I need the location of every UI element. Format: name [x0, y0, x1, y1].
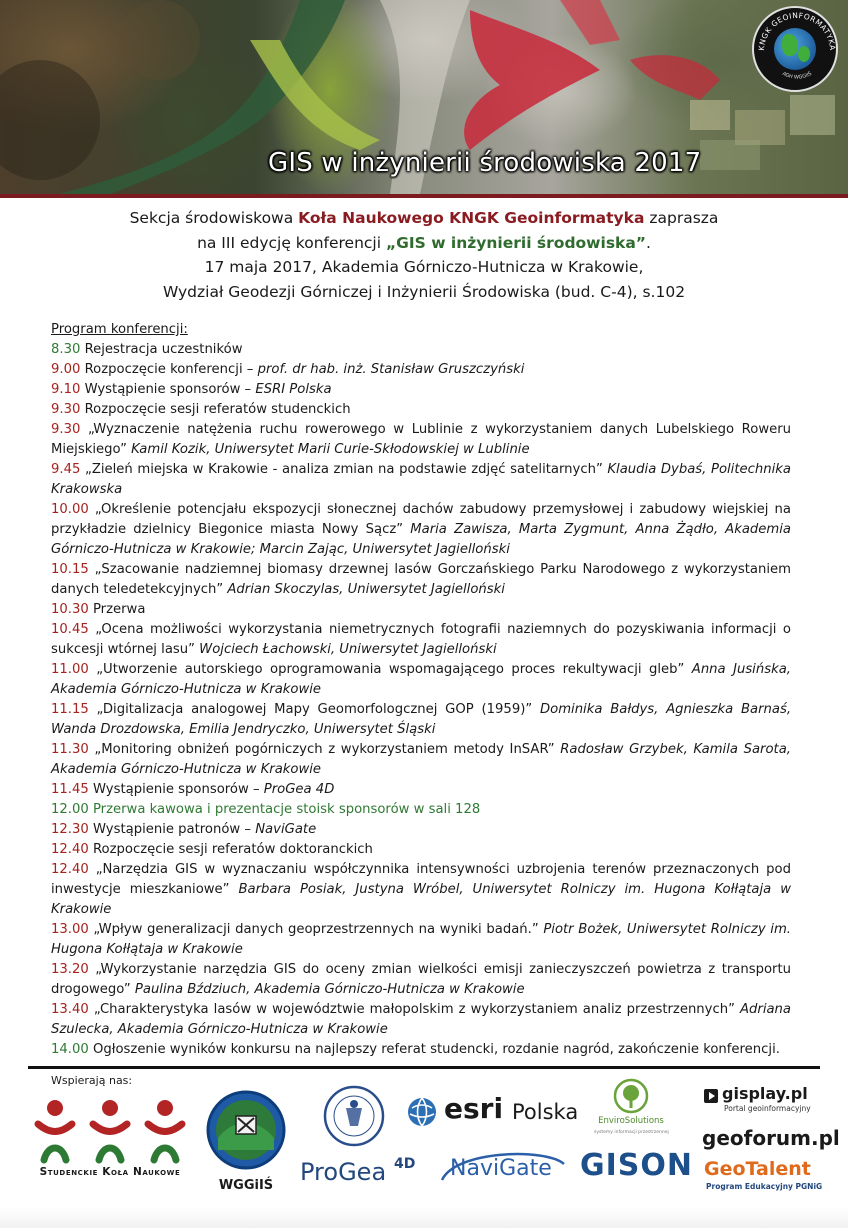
intro-line-2: na III edycję konferencji „GIS w inżynierii środowiska”.	[197, 233, 651, 252]
program-item-title: „Utworzenie autorskiego oprogramowania wspomagającego proces rekultywacji gleb”	[88, 662, 692, 677]
geotalent-text: GeoTalent	[704, 1158, 811, 1180]
svg-text:KNGK GEOINFORMATYKA	[757, 11, 837, 51]
envirosolutions-tagline: systemy informacji przestrzennej	[594, 1130, 669, 1135]
program-item	[51, 360, 791, 380]
banner-title: GIS w inżynierii środowiska 2017	[268, 148, 702, 178]
program-item-time: 14.00	[51, 1042, 89, 1057]
esri-globe-icon	[406, 1096, 438, 1128]
intro-venue: Wydział Geodezji Górniczej i Inżynierii Środowiska (bud. C-4), s.102	[162, 282, 686, 301]
club-name: Koła Naukowego KNGK Geoinformatyka	[298, 209, 645, 227]
program-item-time: 11.15	[51, 702, 89, 717]
program-item-title: Rozpoczęcie konferencji –	[80, 362, 258, 377]
program-item-authors: Anna Jusińska, Akademia Górniczo-Hutnicza w Krakowie	[51, 662, 791, 697]
program-item-time: 9.10	[51, 382, 81, 397]
navigate-text: NaviGate	[450, 1156, 552, 1181]
envirosolutions-text: EnviroSolutions	[598, 1116, 664, 1126]
program-item-title: „Monitoring obniżeń pogórniczych z wykorzystaniem metody InSAR”	[88, 742, 561, 757]
program-item-title: „Narzędzia GIS w wyznaczaniu współczynnika intensywności uzbrojenia terenów przeznaczonych pod inwestycje mieszkaniowe”	[51, 862, 791, 897]
invitation-text	[0, 206, 848, 304]
program-item	[51, 800, 791, 820]
program-item	[51, 560, 791, 600]
stowarzyszenie-logo	[322, 1078, 386, 1158]
progea-logo	[300, 1158, 420, 1198]
program-item-title: „Ocena możliwości wykorzystania niemetrycznych fotografii naziemnych do pozyskiwania informacji o sukcesji wtórnej lasu”	[51, 622, 791, 657]
kngk-geoinformatyka-logo	[752, 6, 838, 92]
program-item-title: Rozpoczęcie sesji referatów studenckich	[80, 402, 351, 417]
program-item-time: 12.40	[51, 842, 89, 857]
bottom-band	[0, 1208, 848, 1228]
program-item-title: „Charakterystyka lasów w województwie małopolskim z wykorzystaniem analiz przestrzennych”	[88, 1002, 740, 1017]
envirosolutions-tree-icon	[611, 1078, 651, 1114]
play-icon	[704, 1089, 718, 1103]
program-item-authors: prof. dr hab. inż. Stanisław Gruszczyński	[257, 362, 525, 377]
program-item-title: „Zieleń miejska w Krakowie - analiza zmian na podstawie zdjęć satelitarnych”	[80, 462, 608, 477]
program-item-title: „Szacowanie nadziemnej biomasy drzewnej lasów Gorczańskiego Parku Narodowego z wykorzystaniem danych teledetekcyjnych”	[51, 562, 791, 597]
program-item-time: 11.30	[51, 742, 89, 757]
banner-divider	[0, 194, 848, 198]
supporters-label: Wspierają nas:	[51, 1074, 133, 1087]
program-item-time: 13.40	[51, 1002, 89, 1017]
program-item-time: 10.00	[51, 502, 89, 517]
wggiis-emblem-icon	[198, 1088, 294, 1174]
program-item-authors: ESRI Polska	[255, 382, 332, 397]
program-item-time: 12.40	[51, 862, 89, 877]
geotalent-logo	[704, 1160, 828, 1196]
program-item	[51, 820, 791, 840]
intro-date-location: 17 maja 2017, Akademia Górniczo-Hutnicza w Krakowie,	[204, 258, 644, 276]
program-item-authors: Kamil Kozik, Uniwersytet Marii Curie-Skłodowskiej w Lublinie	[131, 442, 530, 457]
program-item	[51, 460, 791, 500]
program-item	[51, 1000, 791, 1040]
program-item	[51, 780, 791, 800]
program-item	[51, 860, 791, 920]
program-item-title: Rejestracja uczestników	[80, 342, 243, 357]
logo-ring-text-bottom: AGH WGGiIŚ	[781, 70, 813, 81]
program-item	[51, 420, 791, 460]
skn-logo	[30, 1094, 190, 1190]
program-item	[51, 840, 791, 860]
gisplay-tagline: Portal geoinformacyjny	[724, 1104, 811, 1113]
program-item-title: „Wykorzystanie narzędzia GIS do oceny zmian wielkości emisji zanieczyszczeń powietrza z transportu drogowego”	[51, 962, 791, 997]
program-item-title: „Określenie potencjału ekspozycji słonecznej dachów zabudowy przemysłowej i zabudowy wiejskiej na przykładzie dzielnicy Biegonice miasta Nowy Sącz”	[51, 502, 791, 537]
skn-logo-text: Studenckie Koła Naukowe	[39, 1166, 181, 1178]
program-item	[51, 660, 791, 700]
skn-figures-icon	[30, 1094, 190, 1164]
program-item-authors: Maria Zawisza, Marta Zygmunt, Anna Żądło, Akademia Górniczo-Hutnicza w Krakowie; Marcin Zając, Uniwersytet Jagielloński	[51, 522, 791, 557]
program-item-title: Przerwa kawowa i prezentacje stoisk sponsorów w sali 128	[88, 802, 481, 817]
program-item	[51, 620, 791, 660]
envirosolutions-logo	[594, 1078, 668, 1144]
program-item	[51, 700, 791, 740]
progea-4d-text: 4D	[394, 1156, 416, 1172]
program-item-title: Wystąpienie sponsorów –	[80, 382, 256, 397]
geoforum-logo	[702, 1126, 840, 1156]
program-item-title: „Wpływ generalizacji danych geoprzestrzennych na wyniki badań.”	[88, 922, 544, 937]
program-item-authors: Klaudia Dybaś, Politechnika Krakowska	[51, 462, 791, 497]
program-item-time: 9.30	[51, 402, 81, 417]
program-item-time: 8.30	[51, 342, 81, 357]
program-item-title: Ogłoszenie wyników konkursu na najlepszy referat studencki, rozdanie nagród, zakończenie konferencji.	[88, 1042, 780, 1057]
program-item	[51, 380, 791, 400]
navigate-logo	[436, 1146, 570, 1190]
gison-text: GISON	[580, 1148, 694, 1183]
program-item-authors: Paulina Bździuch, Akademia Górniczo-Hutnicza w Krakowie	[134, 982, 525, 997]
program-item-time: 11.00	[51, 662, 89, 677]
program-item-time: 12.30	[51, 822, 89, 837]
gisplay-text: gisplay.pl	[722, 1084, 808, 1103]
progea-logo-text: ProGea	[300, 1158, 387, 1186]
program-item-authors: Wojciech Łachowski, Uniwersytet Jagielloński	[199, 642, 497, 657]
esri-text: esri	[444, 1092, 504, 1125]
geoforum-text: geoforum.pl	[702, 1126, 840, 1150]
geotalent-tagline: Program Edukacyjny PGNiG	[706, 1182, 823, 1191]
gisplay-logo	[704, 1086, 824, 1122]
conference-name: „GIS w inżynierii środowiska”	[385, 233, 646, 252]
program-item-title: Wystąpienie sponsorów –	[88, 782, 264, 797]
program-item-authors: Piotr Bożek, Uniwersytet Rolniczy im. Hugona Kołłątaja w Krakowie	[51, 922, 791, 957]
program-item	[51, 600, 791, 620]
program-heading: Program konferencji:	[51, 322, 188, 337]
program-item-time: 10.30	[51, 602, 89, 617]
program-item-authors: ProGea 4D	[263, 782, 335, 797]
wggiis-logo-text: WGGiIŚ	[218, 1178, 274, 1193]
program-item-authors: NaviGate	[255, 822, 317, 837]
wggiis-logo	[198, 1088, 294, 1198]
program-item	[51, 400, 791, 420]
program-item-authors: Barbara Posiak, Justyna Wróbel, Uniwersytet Rolniczy im. Hugona Kołłątaja w Krakowie	[51, 882, 791, 917]
program-item-title: „Digitalizacja analogowej Mapy Geomorfologcznej GOP (1959)”	[88, 702, 540, 717]
program-item-authors: Dominika Bałdys, Agnieszka Barnaś, Wanda Drozdowska, Emilia Jendryczko, Uniwersytet Śląski	[51, 702, 792, 737]
program-item-time: 13.00	[51, 922, 89, 937]
program-item-time: 13.20	[51, 962, 89, 977]
header-banner	[0, 0, 848, 194]
program-item-time: 9.45	[51, 462, 81, 477]
program-item-time: 10.15	[51, 562, 89, 577]
program-item	[51, 1040, 791, 1060]
esri-polska-text: Polska	[512, 1100, 579, 1124]
svg-text:AGH WGGiIŚ	[781, 70, 813, 81]
program-item-time: 9.30	[51, 422, 81, 437]
program-item	[51, 960, 791, 1000]
program-item-time: 12.00	[51, 802, 89, 817]
esri-polska-logo	[406, 1094, 590, 1134]
program-item	[51, 500, 791, 560]
program-item	[51, 740, 791, 780]
program-item-authors: Adriana Szulecka, Akademia Górniczo-Hutnicza w Krakowie	[51, 1002, 791, 1037]
program-item	[51, 340, 791, 360]
program-item-title: „Wyznaczenie natężenia ruchu rowerowego w Lublinie z wykorzystaniem danych Lubelskiego Roweru Miejskiego”	[51, 422, 791, 457]
conference-program	[51, 320, 791, 1060]
program-item-time: 10.45	[51, 622, 89, 637]
program-item	[51, 920, 791, 960]
gison-logo	[580, 1148, 696, 1188]
program-item-title: Rozpoczęcie sesji referatów doktoranckich	[88, 842, 373, 857]
logo-ring-text-top: KNGK GEOINFORMATYKA	[756, 10, 838, 52]
intro-line-1: Sekcja środowiskowa Koła Naukowego KNGK Geoinformatyka zaprasza	[129, 209, 719, 227]
program-list	[51, 340, 791, 1060]
stowarzyszenie-seal-icon	[322, 1078, 386, 1158]
program-item-time: 11.45	[51, 782, 89, 797]
footer-divider	[28, 1066, 820, 1069]
program-item-authors: Radosław Grzybek, Kamila Sarota, Akademia Górniczo-Hutnicza w Krakowie	[51, 742, 791, 777]
program-item-title: Wystąpienie patronów –	[88, 822, 256, 837]
program-item-authors: Adrian Skoczylas, Uniwersytet Jagielloński	[227, 582, 505, 597]
program-item-time: 9.00	[51, 362, 81, 377]
program-item-title: Przerwa	[88, 602, 146, 617]
